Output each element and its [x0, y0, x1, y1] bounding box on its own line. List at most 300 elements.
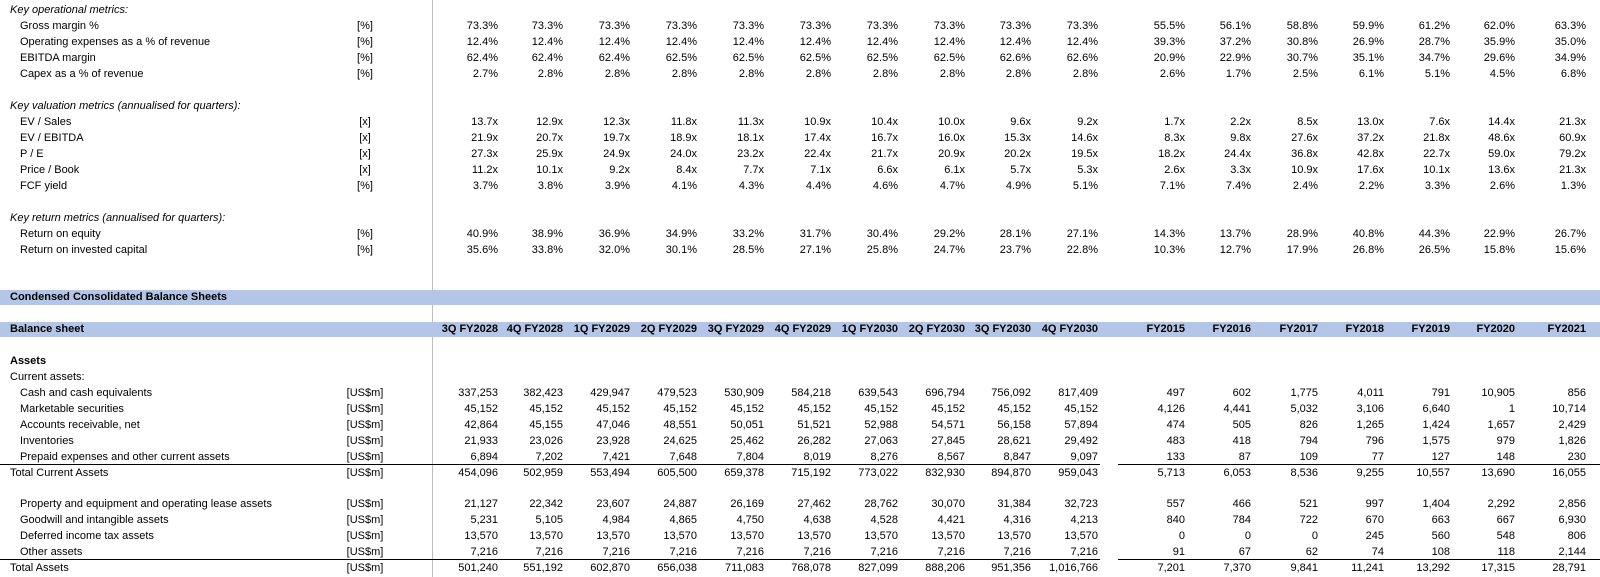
value-cell[interactable]: 1,404 [1422, 498, 1450, 510]
value-cell[interactable]: 28.7% [1418, 36, 1450, 48]
value-cell[interactable]: 6.8% [1560, 68, 1586, 80]
value-cell[interactable]: 12.4% [732, 36, 764, 48]
value-cell[interactable]: 7.1% [1159, 180, 1185, 192]
value-cell[interactable]: 42,864 [464, 419, 498, 431]
value-cell[interactable]: 45,155 [529, 419, 563, 431]
value-cell[interactable]: 667 [1496, 514, 1515, 526]
value-cell[interactable]: 13,570 [997, 530, 1031, 542]
value-cell[interactable]: 337,253 [458, 387, 498, 399]
value-cell[interactable]: 7,216 [736, 546, 764, 558]
value-cell[interactable]: 2.5% [1292, 68, 1318, 80]
value-cell[interactable]: 11,241 [1351, 562, 1384, 574]
value-cell[interactable]: 29.2% [933, 228, 965, 240]
value-cell[interactable]: 245 [1365, 530, 1384, 542]
column-header[interactable]: FY2018 [1345, 323, 1384, 335]
value-cell[interactable]: 8,536 [1290, 467, 1318, 479]
value-cell[interactable]: 13.7% [1219, 228, 1251, 240]
column-header[interactable]: 3Q FY2030 [974, 323, 1031, 335]
value-cell[interactable]: 4.5% [1489, 68, 1515, 80]
value-cell[interactable]: 30.1% [665, 244, 697, 256]
value-cell[interactable]: 4.3% [738, 180, 764, 192]
value-cell[interactable]: 11.2x [471, 164, 498, 176]
value-cell[interactable]: 48.6x [1488, 132, 1515, 144]
value-cell[interactable]: 1 [1508, 403, 1515, 415]
value-cell[interactable]: 7,216 [803, 546, 831, 558]
value-cell[interactable]: 60.9x [1559, 132, 1586, 144]
value-cell[interactable]: 827,099 [858, 562, 898, 574]
value-cell[interactable]: 63.3% [1554, 20, 1586, 32]
value-cell[interactable]: 894,870 [991, 467, 1031, 479]
value-cell[interactable]: 13,570 [464, 530, 498, 542]
value-cell[interactable]: 48,551 [663, 419, 697, 431]
value-cell[interactable]: 10.4x [871, 116, 898, 128]
value-cell[interactable]: 791 [1431, 387, 1450, 399]
value-cell[interactable]: 31,384 [997, 498, 1031, 510]
value-cell[interactable]: 77 [1371, 451, 1384, 463]
value-cell[interactable]: 40.9% [466, 228, 498, 240]
value-cell[interactable]: 5,105 [535, 514, 563, 526]
value-cell[interactable]: 148 [1496, 451, 1515, 463]
value-cell[interactable]: 14.3% [1153, 228, 1185, 240]
value-cell[interactable]: 34.9% [665, 228, 697, 240]
value-cell[interactable]: 602 [1232, 387, 1251, 399]
value-cell[interactable]: 62.5% [665, 52, 697, 64]
value-cell[interactable]: 27.6x [1291, 132, 1318, 144]
value-cell[interactable]: 4,316 [1003, 514, 1031, 526]
value-cell[interactable]: 832,930 [925, 467, 965, 479]
value-cell[interactable]: 521 [1299, 498, 1318, 510]
value-cell[interactable]: 20.2x [1004, 148, 1031, 160]
value-cell[interactable]: 22.7x [1423, 148, 1450, 160]
value-cell[interactable]: 62.6% [1066, 52, 1098, 64]
value-cell[interactable]: 530,909 [724, 387, 764, 399]
value-cell[interactable]: 73.3% [999, 20, 1031, 32]
value-cell[interactable]: 32.0% [598, 244, 630, 256]
value-cell[interactable]: 13,570 [864, 530, 898, 542]
value-cell[interactable]: 4,984 [602, 514, 630, 526]
value-cell[interactable]: 21.3x [1559, 164, 1586, 176]
value-cell[interactable]: 382,423 [523, 387, 563, 399]
value-cell[interactable]: 58.8% [1286, 20, 1318, 32]
value-cell[interactable]: 13,292 [1416, 562, 1450, 574]
value-cell[interactable]: 18.9x [670, 132, 697, 144]
value-cell[interactable]: 6.1x [944, 164, 965, 176]
value-cell[interactable]: 7,804 [736, 451, 764, 463]
value-cell[interactable]: 501,240 [458, 562, 498, 574]
value-cell[interactable]: 1,826 [1558, 435, 1586, 447]
value-cell[interactable]: 28.5% [732, 244, 764, 256]
value-cell[interactable]: 23,607 [596, 498, 630, 510]
value-cell[interactable]: 722 [1299, 514, 1318, 526]
value-cell[interactable]: 24,625 [663, 435, 697, 447]
value-cell[interactable]: 659,378 [724, 467, 764, 479]
value-cell[interactable]: 711,083 [725, 562, 764, 574]
value-cell[interactable]: 73.3% [866, 20, 898, 32]
value-cell[interactable]: 45,152 [663, 403, 697, 415]
value-cell[interactable]: 27.1% [799, 244, 831, 256]
value-cell[interactable]: 20.7x [536, 132, 563, 144]
column-header[interactable]: FY2020 [1476, 323, 1515, 335]
value-cell[interactable]: 5.3x [1077, 164, 1098, 176]
value-cell[interactable]: 7,370 [1223, 562, 1251, 574]
value-cell[interactable]: 42.8x [1357, 148, 1384, 160]
value-cell[interactable]: 62.5% [933, 52, 965, 64]
value-cell[interactable]: 11.3x [737, 116, 764, 128]
value-cell[interactable]: 25.9x [536, 148, 563, 160]
value-cell[interactable]: 0 [1244, 530, 1251, 542]
value-cell[interactable]: 87 [1238, 451, 1251, 463]
value-cell[interactable]: 429,947 [590, 387, 630, 399]
value-cell[interactable]: 7,216 [1003, 546, 1031, 558]
value-cell[interactable]: 2.6x [1164, 164, 1185, 176]
value-cell[interactable]: 28,621 [997, 435, 1031, 447]
value-cell[interactable]: 33.2% [732, 228, 764, 240]
value-cell[interactable]: 35.6% [466, 244, 498, 256]
value-cell[interactable]: 23.2x [737, 148, 764, 160]
value-cell[interactable]: 62.6% [999, 52, 1031, 64]
value-cell[interactable]: 30,070 [931, 498, 965, 510]
value-cell[interactable]: 26.8% [1352, 244, 1384, 256]
value-cell[interactable]: 8.5x [1297, 116, 1318, 128]
value-cell[interactable]: 4.4% [805, 180, 831, 192]
value-cell[interactable]: 6,640 [1422, 403, 1450, 415]
value-cell[interactable]: 794 [1299, 435, 1318, 447]
value-cell[interactable]: 12.4% [933, 36, 965, 48]
value-cell[interactable]: 13,570 [529, 530, 563, 542]
value-cell[interactable]: 27.1% [1066, 228, 1098, 240]
value-cell[interactable]: 4,421 [937, 514, 965, 526]
value-cell[interactable]: 73.3% [531, 20, 563, 32]
value-cell[interactable]: 10.9x [1291, 164, 1318, 176]
value-cell[interactable]: 37.2x [1357, 132, 1384, 144]
value-cell[interactable]: 696,794 [925, 387, 965, 399]
value-cell[interactable]: 7.7x [743, 164, 764, 176]
value-cell[interactable]: 6,930 [1558, 514, 1586, 526]
value-cell[interactable]: 34.7% [1418, 52, 1450, 64]
value-cell[interactable]: 12.4% [665, 36, 697, 48]
value-cell[interactable]: 3.3x [1230, 164, 1251, 176]
value-cell[interactable]: 826 [1299, 419, 1318, 431]
value-cell[interactable]: 36.9% [598, 228, 630, 240]
value-cell[interactable]: 3.9% [604, 180, 630, 192]
value-cell[interactable]: 15.3x [1004, 132, 1031, 144]
value-cell[interactable]: 2.8% [805, 68, 831, 80]
value-cell[interactable]: 5.7x [1010, 164, 1031, 176]
value-cell[interactable]: 32,723 [1064, 498, 1098, 510]
column-header[interactable]: 4Q FY2030 [1041, 323, 1098, 335]
value-cell[interactable]: 50,051 [730, 419, 764, 431]
value-cell[interactable]: 15.8% [1483, 244, 1515, 256]
value-cell[interactable]: 12.4% [866, 36, 898, 48]
column-header[interactable]: 4Q FY2028 [506, 323, 563, 335]
value-cell[interactable]: 16,055 [1552, 467, 1586, 479]
value-cell[interactable]: 4,750 [736, 514, 764, 526]
value-cell[interactable]: 497 [1166, 387, 1185, 399]
value-cell[interactable]: 55.5% [1153, 20, 1185, 32]
value-cell[interactable]: 27,462 [797, 498, 831, 510]
value-cell[interactable]: 62.5% [866, 52, 898, 64]
value-cell[interactable]: 16.0x [938, 132, 965, 144]
value-cell[interactable]: 21.3x [1559, 116, 1586, 128]
value-cell[interactable]: 18.2x [1158, 148, 1185, 160]
value-cell[interactable]: 7,648 [669, 451, 697, 463]
value-cell[interactable]: 44.3% [1418, 228, 1450, 240]
value-cell[interactable]: 4,441 [1223, 403, 1251, 415]
column-header[interactable]: 4Q FY2029 [774, 323, 831, 335]
value-cell[interactable]: 30.4% [866, 228, 898, 240]
value-cell[interactable]: 17.6x [1357, 164, 1384, 176]
value-cell[interactable]: 1,016,766 [1049, 562, 1098, 574]
value-cell[interactable]: 26.9% [1352, 36, 1384, 48]
value-cell[interactable]: 7,216 [1070, 546, 1098, 558]
value-cell[interactable]: 54,571 [931, 419, 965, 431]
value-cell[interactable]: 62.4% [598, 52, 630, 64]
value-cell[interactable]: 0 [1311, 530, 1318, 542]
column-header[interactable]: 3Q FY2029 [707, 323, 764, 335]
value-cell[interactable]: 2.8% [1005, 68, 1031, 80]
value-cell[interactable]: 9,841 [1290, 562, 1318, 574]
value-cell[interactable]: 4,213 [1070, 514, 1098, 526]
value-cell[interactable]: 73.3% [665, 20, 697, 32]
value-cell[interactable]: 1,424 [1422, 419, 1450, 431]
value-cell[interactable]: 62.5% [732, 52, 764, 64]
value-cell[interactable]: 5,032 [1290, 403, 1318, 415]
value-cell[interactable]: 13,570 [596, 530, 630, 542]
value-cell[interactable]: 715,192 [791, 467, 831, 479]
value-cell[interactable]: 10,714 [1552, 403, 1586, 415]
value-cell[interactable]: 22.8% [1066, 244, 1098, 256]
value-cell[interactable]: 756,092 [991, 387, 1031, 399]
value-cell[interactable]: 45,152 [997, 403, 1031, 415]
value-cell[interactable]: 7,216 [602, 546, 630, 558]
value-cell[interactable]: 34.9% [1554, 52, 1586, 64]
value-cell[interactable]: 67 [1238, 546, 1251, 558]
value-cell[interactable]: 840 [1166, 514, 1185, 526]
column-header[interactable]: 3Q FY2028 [441, 323, 498, 335]
value-cell[interactable]: 10,557 [1416, 467, 1450, 479]
column-header[interactable]: 1Q FY2029 [573, 323, 630, 335]
value-cell[interactable]: 14.4x [1488, 116, 1515, 128]
value-cell[interactable]: 997 [1365, 498, 1384, 510]
value-cell[interactable]: 656,038 [657, 562, 697, 574]
value-cell[interactable]: 12.4% [598, 36, 630, 48]
value-cell[interactable]: 2.8% [1072, 68, 1098, 80]
value-cell[interactable]: 8,019 [803, 451, 831, 463]
value-cell[interactable]: 7,216 [669, 546, 697, 558]
value-cell[interactable]: 57,894 [1064, 419, 1098, 431]
value-cell[interactable]: 19.7x [603, 132, 630, 144]
value-cell[interactable]: 7,201 [1157, 562, 1185, 574]
column-header[interactable]: FY2017 [1279, 323, 1318, 335]
value-cell[interactable]: 13,690 [1481, 467, 1515, 479]
value-cell[interactable]: 505 [1232, 419, 1251, 431]
value-cell[interactable]: 22.4x [804, 148, 831, 160]
value-cell[interactable]: 24.7% [933, 244, 965, 256]
value-cell[interactable]: 17,315 [1481, 562, 1515, 574]
column-header[interactable]: FY2021 [1547, 323, 1586, 335]
value-cell[interactable]: 670 [1365, 514, 1384, 526]
value-cell[interactable]: 7.1x [810, 164, 831, 176]
value-cell[interactable]: 12.4% [799, 36, 831, 48]
value-cell[interactable]: 45,152 [931, 403, 965, 415]
value-cell[interactable]: 12.4% [1066, 36, 1098, 48]
value-cell[interactable]: 35.9% [1483, 36, 1515, 48]
value-cell[interactable]: 806 [1567, 530, 1586, 542]
value-cell[interactable]: 13,570 [663, 530, 697, 542]
value-cell[interactable]: 1.3% [1560, 180, 1586, 192]
value-cell[interactable]: 29,492 [1064, 435, 1098, 447]
value-cell[interactable]: 502,959 [523, 467, 563, 479]
value-cell[interactable]: 4.7% [939, 180, 965, 192]
value-cell[interactable]: 3.3% [1424, 180, 1450, 192]
value-cell[interactable]: 21,933 [464, 435, 498, 447]
value-cell[interactable]: 483 [1166, 435, 1185, 447]
value-cell[interactable]: 35.0% [1554, 36, 1586, 48]
value-cell[interactable]: 8.3x [1164, 132, 1185, 144]
value-cell[interactable]: 45,152 [529, 403, 563, 415]
value-cell[interactable]: 7,421 [602, 451, 630, 463]
value-cell[interactable]: 13.0x [1357, 116, 1384, 128]
value-cell[interactable]: 10.1x [1423, 164, 1450, 176]
value-cell[interactable]: 4.6% [872, 180, 898, 192]
value-cell[interactable]: 663 [1431, 514, 1450, 526]
value-cell[interactable]: 13,570 [730, 530, 764, 542]
value-cell[interactable]: 12.3x [603, 116, 630, 128]
value-cell[interactable]: 3.7% [472, 180, 498, 192]
value-cell[interactable]: 16.7x [871, 132, 898, 144]
value-cell[interactable]: 18.1x [737, 132, 764, 144]
value-cell[interactable]: 23.7% [999, 244, 1031, 256]
value-cell[interactable]: 5.1% [1424, 68, 1450, 80]
value-cell[interactable]: 73.3% [466, 20, 498, 32]
value-cell[interactable]: 2.8% [872, 68, 898, 80]
value-cell[interactable]: 27,845 [931, 435, 965, 447]
value-cell[interactable]: 28,762 [864, 498, 898, 510]
value-cell[interactable]: 7,216 [870, 546, 898, 558]
value-cell[interactable]: 12.4% [999, 36, 1031, 48]
value-cell[interactable]: 548 [1496, 530, 1515, 542]
value-cell[interactable]: 602,870 [590, 562, 630, 574]
value-cell[interactable]: 25.8% [866, 244, 898, 256]
value-cell[interactable]: 7,216 [535, 546, 563, 558]
value-cell[interactable]: 418 [1232, 435, 1251, 447]
value-cell[interactable]: 73.3% [799, 20, 831, 32]
value-cell[interactable]: 17.9% [1286, 244, 1318, 256]
value-cell[interactable]: 5,231 [470, 514, 498, 526]
value-cell[interactable]: 12.4% [466, 36, 498, 48]
value-cell[interactable]: 9.8x [1230, 132, 1251, 144]
value-cell[interactable]: 36.8x [1291, 148, 1318, 160]
value-cell[interactable]: 1,265 [1356, 419, 1384, 431]
value-cell[interactable]: 21,127 [464, 498, 498, 510]
value-cell[interactable]: 5,713 [1157, 467, 1185, 479]
value-cell[interactable]: 25,462 [730, 435, 764, 447]
value-cell[interactable]: 6.6x [877, 164, 898, 176]
value-cell[interactable]: 6.1% [1358, 68, 1384, 80]
value-cell[interactable]: 605,500 [657, 467, 697, 479]
value-cell[interactable]: 1,775 [1290, 387, 1318, 399]
value-cell[interactable]: 8,276 [870, 451, 898, 463]
value-cell[interactable]: 12.9x [536, 116, 563, 128]
value-cell[interactable]: 21.9x [471, 132, 498, 144]
value-cell[interactable]: 2.2x [1230, 116, 1251, 128]
value-cell[interactable]: 2.6% [1489, 180, 1515, 192]
value-cell[interactable]: 11.8x [670, 116, 697, 128]
value-cell[interactable]: 24.4x [1224, 148, 1251, 160]
value-cell[interactable]: 479,523 [657, 387, 697, 399]
value-cell[interactable]: 73.3% [732, 20, 764, 32]
value-cell[interactable]: 33.8% [531, 244, 563, 256]
value-cell[interactable]: 13,570 [797, 530, 831, 542]
value-cell[interactable]: 6,894 [470, 451, 498, 463]
value-cell[interactable]: 12.7% [1219, 244, 1251, 256]
value-cell[interactable]: 17.4x [804, 132, 831, 144]
value-cell[interactable]: 2.8% [671, 68, 697, 80]
value-cell[interactable]: 551,192 [523, 562, 563, 574]
value-cell[interactable]: 45,152 [730, 403, 764, 415]
value-cell[interactable]: 951,356 [991, 562, 1031, 574]
value-cell[interactable]: 3.8% [537, 180, 563, 192]
value-cell[interactable]: 73.3% [933, 20, 965, 32]
value-cell[interactable]: 108 [1431, 546, 1450, 558]
value-cell[interactable]: 38.9% [531, 228, 563, 240]
value-cell[interactable]: 4,865 [669, 514, 697, 526]
value-cell[interactable]: 4,528 [870, 514, 898, 526]
value-cell[interactable]: 62.4% [466, 52, 498, 64]
value-cell[interactable]: 8.4x [676, 164, 697, 176]
value-cell[interactable]: 91 [1172, 546, 1185, 558]
value-cell[interactable]: 2.6% [1159, 68, 1185, 80]
value-cell[interactable]: 13,570 [1064, 530, 1098, 542]
value-cell[interactable]: 9.2x [1077, 116, 1098, 128]
value-cell[interactable]: 7.4% [1225, 180, 1251, 192]
value-cell[interactable]: 10.3% [1153, 244, 1185, 256]
column-header[interactable]: 2Q FY2030 [908, 323, 965, 335]
value-cell[interactable]: 74 [1371, 546, 1384, 558]
value-cell[interactable]: 56.1% [1219, 20, 1251, 32]
value-cell[interactable]: 22,342 [529, 498, 563, 510]
value-cell[interactable]: 22.9% [1219, 52, 1251, 64]
column-header[interactable]: 1Q FY2030 [841, 323, 898, 335]
value-cell[interactable]: 23,026 [529, 435, 563, 447]
value-cell[interactable]: 45,152 [1064, 403, 1098, 415]
value-cell[interactable]: 2,856 [1558, 498, 1586, 510]
value-cell[interactable]: 39.3% [1153, 36, 1185, 48]
value-cell[interactable]: 61.2% [1418, 20, 1450, 32]
value-cell[interactable]: 1.7x [1164, 116, 1185, 128]
value-cell[interactable]: 2.4% [1292, 180, 1318, 192]
value-cell[interactable]: 73.3% [598, 20, 630, 32]
value-cell[interactable]: 2,144 [1558, 546, 1586, 558]
column-header[interactable]: FY2016 [1212, 323, 1251, 335]
value-cell[interactable]: 8,567 [937, 451, 965, 463]
value-cell[interactable]: 29.6% [1483, 52, 1515, 64]
value-cell[interactable]: 2,429 [1558, 419, 1586, 431]
value-cell[interactable]: 28.1% [999, 228, 1031, 240]
value-cell[interactable]: 62 [1305, 546, 1318, 558]
value-cell[interactable]: 474 [1166, 419, 1185, 431]
value-cell[interactable]: 24.0x [670, 148, 697, 160]
value-cell[interactable]: 127 [1431, 451, 1450, 463]
value-cell[interactable]: 20.9% [1153, 52, 1185, 64]
value-cell[interactable]: 20.9x [938, 148, 965, 160]
value-cell[interactable]: 888,206 [925, 562, 965, 574]
value-cell[interactable]: 9,255 [1356, 467, 1384, 479]
value-cell[interactable]: 59.9% [1352, 20, 1384, 32]
value-cell[interactable]: 2.8% [738, 68, 764, 80]
value-cell[interactable]: 7,202 [535, 451, 563, 463]
value-cell[interactable]: 35.1% [1352, 52, 1384, 64]
